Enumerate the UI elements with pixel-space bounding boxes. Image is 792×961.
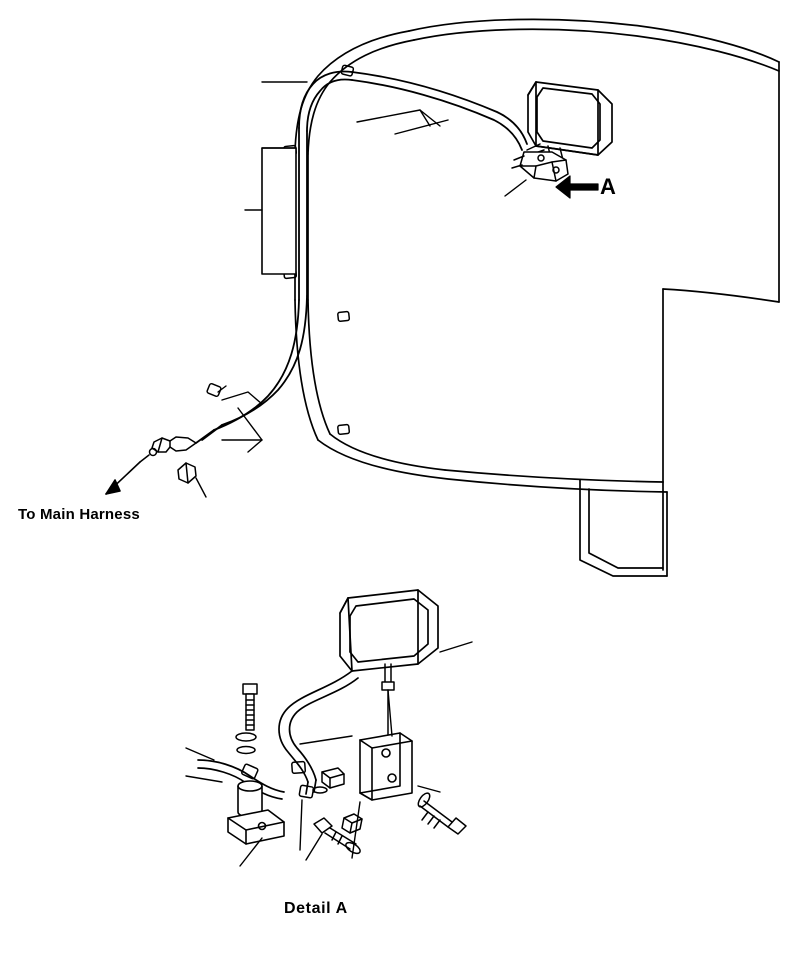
wiring-harness [196,72,527,444]
work-lamp-detail [340,590,438,671]
harness-connector [140,437,196,462]
to-main-harness-label: To Main Harness [18,506,140,523]
leader-lines-main [196,82,526,497]
detail-a-caption: Detail A [284,900,348,917]
control-box [262,148,296,274]
mounting-bracket-detail [360,733,412,800]
callout-a-arrow [556,176,598,198]
main-harness-arrow [106,462,140,494]
lamp-stem-detail [382,664,394,740]
bolt-long-detail [243,684,257,730]
harness-clip [178,463,196,483]
nut-detail [342,814,362,833]
bolt-right-detail [416,791,466,834]
base-plate-detail [228,810,284,844]
connector-detail [322,768,344,788]
callout-a-label: A [600,174,616,199]
washers-detail [236,733,256,754]
wiring-harness-detail [279,671,358,794]
